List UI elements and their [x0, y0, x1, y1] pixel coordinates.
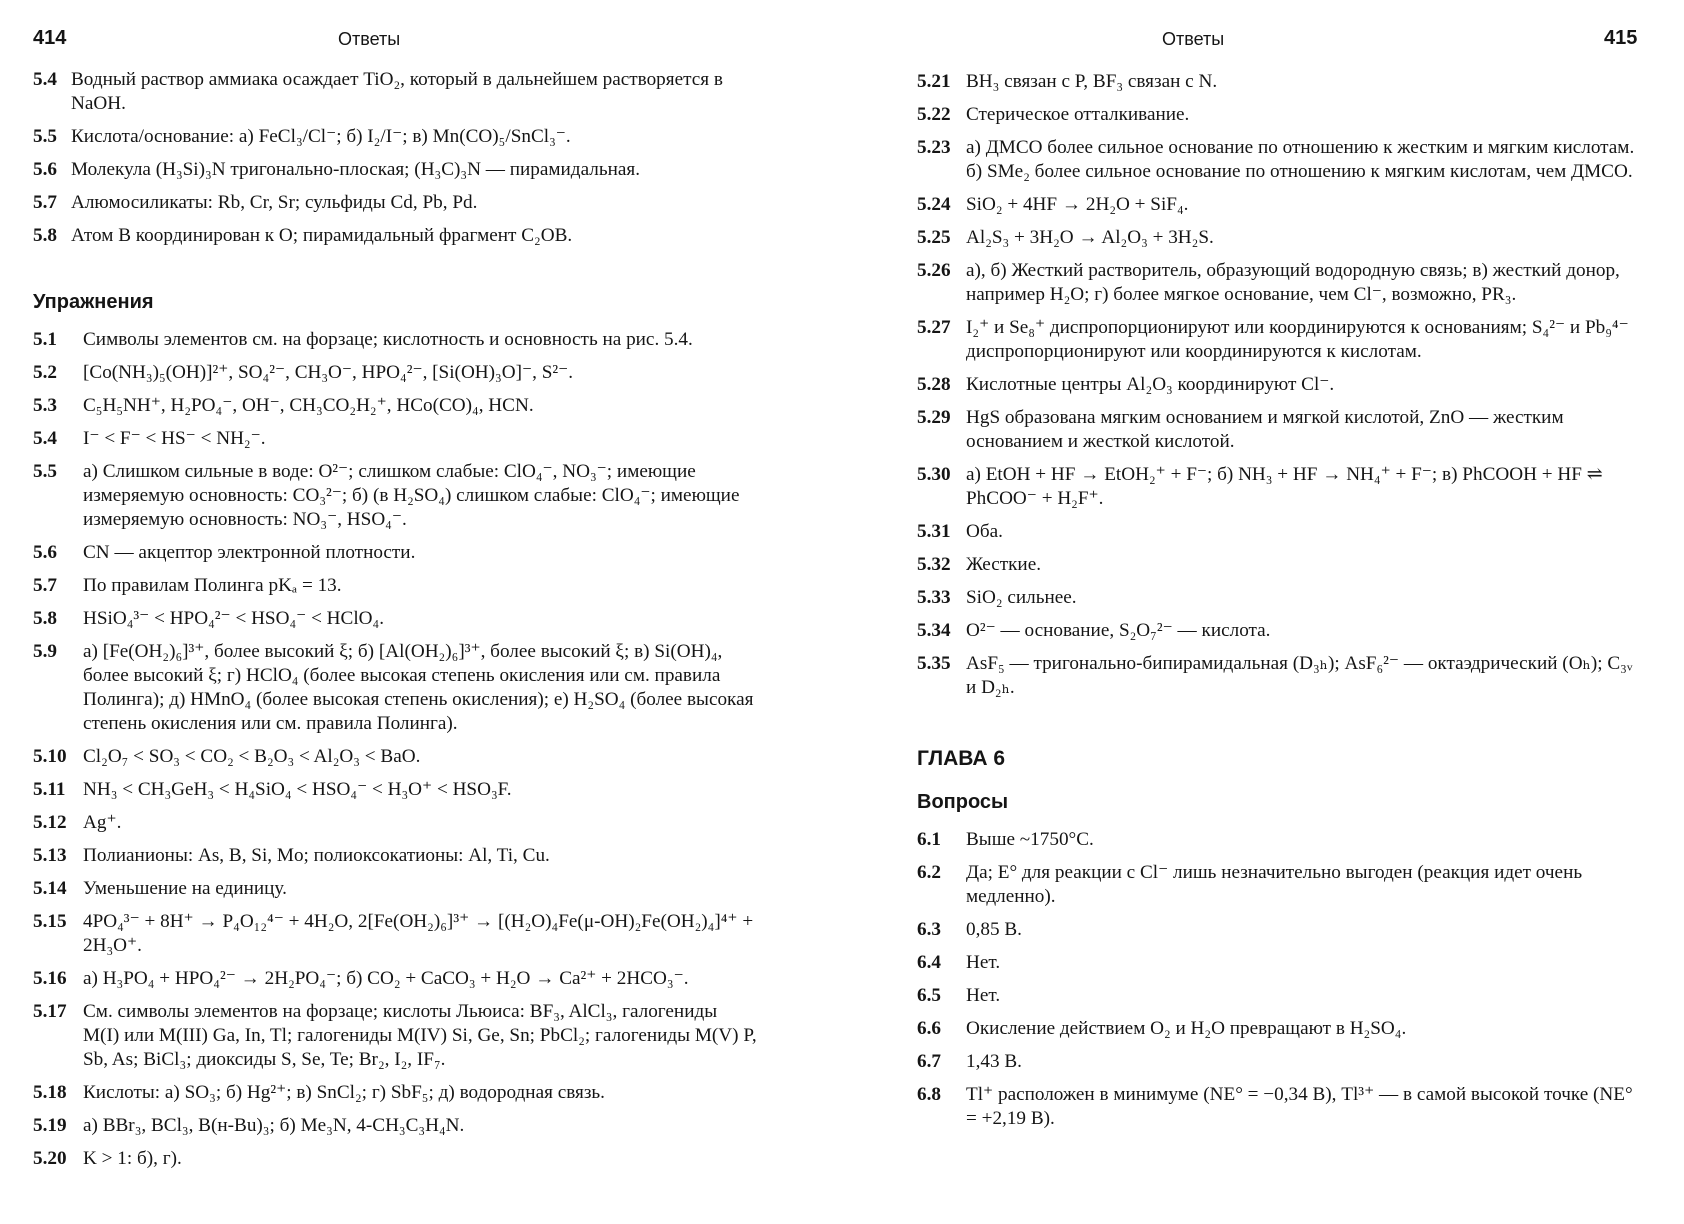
list-item	[33, 811, 757, 835]
item-number: 5.9	[33, 641, 57, 662]
item-text: CN — акцептор электронной плотности.	[83, 542, 416, 563]
item-text: BH₃ связан с P, BF₃ связан с N.	[966, 71, 1218, 92]
item-text: Нет.	[966, 985, 1001, 1006]
list-item	[33, 745, 757, 769]
item-text: См. символы элементов на форзаце; кислоты Льюиса: BF₃, AlCl₃, галогениды M(I) или M(III) Ga, In, Tl; галогениды M(IV) Si, Ge, Sn; PbCl₂; галогениды M(V) P, Sb, As; BiCl₃; диоксиды S, Se, Te; Br₂, I₂, IF₇.	[83, 1001, 757, 1070]
item-text: Нет.	[966, 952, 1001, 973]
item-number: 5.11	[33, 779, 66, 800]
item-number: 5.2	[33, 362, 57, 383]
exercises-cont-list	[917, 70, 1645, 700]
item-number: 5.33	[917, 587, 951, 608]
item-number: 5.28	[917, 374, 951, 395]
list-item	[917, 520, 1645, 544]
list-item	[917, 918, 1645, 942]
item-number: 5.15	[33, 911, 67, 932]
list-item	[33, 640, 757, 736]
list-item	[917, 861, 1645, 909]
item-number: 5.8	[33, 225, 57, 246]
item-number: 5.18	[33, 1082, 67, 1103]
list-item	[33, 427, 757, 451]
item-number: 5.13	[33, 845, 67, 866]
page-number: 415	[1604, 27, 1638, 49]
item-text: Кислота/основание: а) FeCl₃/Cl⁻; б) I₂/I⁻; в) Mn(CO)₅/SnCl₃⁻.	[71, 126, 571, 147]
list-item	[33, 910, 757, 958]
item-number: 6.8	[917, 1084, 941, 1105]
list-item	[917, 373, 1645, 397]
item-number: 5.25	[917, 227, 951, 248]
left-page-content	[33, 68, 757, 1180]
item-number: 5.5	[33, 126, 57, 147]
list-item	[33, 844, 757, 868]
list-item	[917, 316, 1645, 364]
page-number: 414	[33, 27, 67, 49]
list-item	[33, 778, 757, 802]
list-item	[917, 586, 1645, 610]
item-number: 5.34	[917, 620, 951, 641]
item-text: а) ДМСО более сильное основание по отношению к жестким и мягким кислотам. б) SMe₂ более сильное основание по отношению к мягким кислотам, чем ДМСО.	[966, 137, 1635, 182]
item-number: 5.10	[33, 746, 67, 767]
list-item	[33, 224, 757, 248]
item-text: Молекула (H₃Si)₃N тригонально-плоская; (H₃C)₃N — пирамидальная.	[71, 159, 640, 180]
list-item	[917, 226, 1645, 250]
section-heading-exercises: Упражнения	[33, 291, 154, 313]
item-text: Кислоты: а) SO₃; б) Hg²⁺; в) SnCl₂; г) SbF₅; д) водородная связь.	[83, 1082, 605, 1103]
item-text: Полианионы: As, B, Si, Mo; полиоксокатионы: Al, Ti, Cu.	[83, 845, 550, 866]
item-text: 4PO₄³⁻ + 8H⁺ → P₄O₁₂⁴⁻ + 4H₂O, 2[Fe(OH₂)₆]³⁺ → [(H₂O)₄Fe(μ-OH)₂Fe(OH₂)₄]⁴⁺ + 2H₃O⁺.	[83, 911, 754, 956]
item-text: C₅H₅NH⁺, H₂PO₄⁻, OH⁻, CH₃CO₂H₂⁺, HCo(CO)₄, HCN.	[83, 395, 534, 416]
list-item	[33, 158, 757, 182]
item-text: AsF₅ — тригонально-бипирамидальная (D₃ₕ); AsF₆²⁻ — октаэдрический (Oₕ); C₃ᵥ и D₂ₕ.	[966, 653, 1633, 698]
list-item	[917, 951, 1645, 975]
list-item	[33, 574, 757, 598]
chapter-heading: ГЛАВА 6	[917, 747, 1006, 770]
item-text: NH₃ < CH₃GeH₃ < H₄SiO₄ < HSO₄⁻ < H₃O⁺ < HSO₃F.	[83, 779, 512, 800]
item-text: SiO₂ + 4HF → 2H₂O + SiF₄.	[966, 194, 1189, 215]
list-item	[33, 541, 757, 565]
item-text: а) EtOH + HF → EtOH₂⁺ + F⁻; б) NH₃ + HF → NH₄⁺ + F⁻; в) PhCOOH + HF ⇌ PhCOO⁻ + H₂F⁺.	[966, 464, 1603, 509]
item-text: HgS образована мягким основанием и мягкой кислотой, ZnO — жестким основанием и жесткой кислотой.	[966, 407, 1564, 452]
list-item	[917, 103, 1645, 127]
item-text: Стерическое отталкивание.	[966, 104, 1190, 125]
list-item	[917, 406, 1645, 454]
item-number: 5.14	[33, 878, 67, 899]
list-item	[33, 1114, 757, 1138]
list-item	[917, 652, 1645, 700]
list-item	[917, 553, 1645, 577]
list-item	[917, 984, 1645, 1008]
exercises-list	[33, 328, 757, 1171]
item-text: Жесткие.	[966, 554, 1042, 575]
item-text: Да; E° для реакции с Cl⁻ лишь незначительно выгоден (реакция идет очень медленно).	[966, 862, 1583, 907]
item-number: 5.26	[917, 260, 951, 281]
item-number: 5.30	[917, 464, 951, 485]
item-number: 5.6	[33, 159, 57, 180]
item-text: [Co(NH₃)₅(OH)]²⁺, SO₄²⁻, CH₃O⁻, HPO₄²⁻, [Si(OH)₃O]⁻, S²⁻.	[83, 362, 574, 383]
list-item	[917, 828, 1645, 852]
item-number: 5.24	[917, 194, 951, 215]
list-item	[33, 191, 757, 215]
item-number: 5.7	[33, 575, 57, 596]
item-number: 6.5	[917, 985, 941, 1006]
item-number: 5.19	[33, 1115, 67, 1136]
list-item	[917, 463, 1645, 511]
item-text: а) Слишком сильные в воде: O²⁻; слишком слабые: ClO₄⁻, NO₃⁻; имеющие измеряемую основность: CO₃²⁻; б) (в H₂SO₄) слишком слабые: ClO₄⁻; имеющие измеряемую основность: NO₃⁻, HSO₄⁻.	[83, 461, 740, 530]
item-number: 5.22	[917, 104, 951, 125]
item-number: 6.2	[917, 862, 941, 883]
item-text: K > 1: б), г).	[83, 1148, 182, 1169]
item-text: а) [Fe(OH₂)₆]³⁺, более высокий ξ; б) [Al(OH₂)₆]³⁺, более высокий ξ; в) Si(OH)₄, более высокий ξ; г) HClO₄ (более высокая степень окисления или см. правила Полинга); д) HMnO₄ (более высокая степень окисления); е) H₂SO₄ (более высокая степень окисления или см. правила Полинга).	[83, 641, 754, 734]
item-text: Атом B координирован к O; пирамидальный фрагмент C₂OB.	[71, 225, 573, 246]
item-text: По правилам Полинга pKₐ = 13.	[83, 575, 342, 596]
item-number: 6.7	[917, 1051, 941, 1072]
item-text: Tl⁺ расположен в минимуме (NE° = −0,34 В), Tl³⁺ — в самой высокой точке (NE° = +2,19 В).	[966, 1084, 1633, 1129]
item-number: 5.5	[33, 461, 57, 482]
item-number: 5.17	[33, 1001, 67, 1022]
item-text: а) BBr₃, BCl₃, B(н-Bu)₃; б) Me₃N, 4-CH₃C₃H₄N.	[83, 1115, 465, 1136]
right-page	[842, 0, 1684, 1224]
item-number: 6.3	[917, 919, 941, 940]
item-number: 6.1	[917, 829, 941, 850]
item-text: Оба.	[966, 521, 1003, 542]
item-number: 5.12	[33, 812, 67, 833]
item-number: 5.4	[33, 69, 57, 90]
item-text: Кислотные центры Al₂O₃ координируют Cl⁻.	[966, 374, 1335, 395]
list-item	[917, 1017, 1645, 1041]
item-text: Ag⁺.	[83, 812, 122, 833]
list-item	[917, 136, 1645, 184]
item-text: Символы элементов см. на форзаце; кислотность и основность на рис. 5.4.	[83, 329, 693, 350]
list-item	[917, 1083, 1645, 1131]
list-item	[33, 967, 757, 991]
running-title: Ответы	[338, 29, 401, 49]
item-text: Al₂S₃ + 3H₂O → Al₂O₃ + 3H₂S.	[966, 227, 1214, 248]
item-number: 5.20	[33, 1148, 67, 1169]
item-text: а), б) Жесткий растворитель, образующий водородную связь; в) жесткий донор, например H₂O; г) более мягкое основание, чем Cl⁻, возможно, PR₃.	[966, 260, 1620, 305]
list-item	[33, 328, 757, 352]
list-item	[917, 1050, 1645, 1074]
item-text: Выше ~1750°C.	[966, 829, 1094, 850]
item-number: 6.6	[917, 1018, 941, 1039]
item-number: 5.7	[33, 192, 57, 213]
item-text: Водный раствор аммиака осаждает TiO₂, который в дальнейшем растворяется в NaOH.	[71, 69, 723, 114]
item-text: Окисление действием O₂ и H₂O превращают в H₂SO₄.	[966, 1018, 1407, 1039]
item-text: Алюмосиликаты: Rb, Cr, Sr; сульфиды Cd, Pb, Pd.	[71, 192, 478, 213]
questions-tail-list	[33, 68, 757, 248]
item-number: 5.27	[917, 317, 951, 338]
list-item	[917, 193, 1645, 217]
item-text: 1,43 В.	[966, 1051, 1022, 1072]
item-text: O²⁻ — основание, S₂O₇²⁻ — кислота.	[966, 620, 1271, 641]
list-item	[33, 361, 757, 385]
list-item	[917, 259, 1645, 307]
list-item	[33, 125, 757, 149]
item-text: Уменьшение на единицу.	[83, 878, 287, 899]
questions-list	[917, 828, 1645, 1131]
item-number: 5.6	[33, 542, 57, 563]
list-item	[33, 1081, 757, 1105]
item-text: SiO₂ сильнее.	[966, 587, 1077, 608]
right-page-content	[917, 70, 1645, 1140]
item-number: 5.8	[33, 608, 57, 629]
item-text: I₂⁺ и Se₈⁺ диспропорционируют или координируются к основаниям; S₄²⁻ и Pb₉⁴⁻ диспропорционируют или координируются к кислотам.	[966, 317, 1629, 362]
item-number: 5.32	[917, 554, 951, 575]
running-title: Ответы	[1162, 29, 1225, 49]
item-number: 5.4	[33, 428, 57, 449]
list-item	[33, 1147, 757, 1171]
list-item	[917, 619, 1645, 643]
item-number: 5.1	[33, 329, 57, 350]
list-item	[33, 68, 757, 116]
item-number: 5.3	[33, 395, 57, 416]
list-item	[33, 1000, 757, 1072]
list-item	[33, 607, 757, 631]
item-number: 5.23	[917, 137, 951, 158]
item-text: а) H₃PO₄ + HPO₄²⁻ → 2H₂PO₄⁻; б) CO₂ + CaCO₃ + H₂O → Ca²⁺ + 2HCO₃⁻.	[83, 968, 689, 989]
section-heading-questions: Вопросы	[917, 791, 1009, 813]
item-number: 5.29	[917, 407, 951, 428]
list-item	[33, 877, 757, 901]
item-number: 6.4	[917, 952, 941, 973]
item-number: 5.31	[917, 521, 951, 542]
item-number: 5.21	[917, 71, 951, 92]
list-item	[33, 460, 757, 532]
item-text: HSiO₄³⁻ < HPO₄²⁻ < HSO₄⁻ < HClO₄.	[83, 608, 385, 629]
list-item	[917, 70, 1645, 94]
item-text: 0,85 В.	[966, 919, 1022, 940]
item-text: I⁻ < F⁻ < HS⁻ < NH₂⁻.	[83, 428, 266, 449]
list-item	[33, 394, 757, 418]
item-text: Cl₂O₇ < SO₃ < CO₂ < B₂O₃ < Al₂O₃ < BaO.	[83, 746, 421, 767]
item-number: 5.16	[33, 968, 67, 989]
item-number: 5.35	[917, 653, 951, 674]
